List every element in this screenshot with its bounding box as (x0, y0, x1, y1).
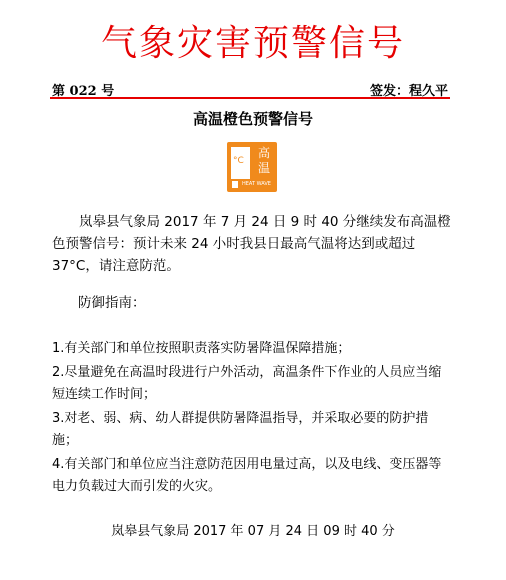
list-item: 2.尽量避免在高温时段进行户外活动，高温条件下作业的人员应当缩短连续工作时间； (52, 365, 442, 402)
guide-title: 防御指南： (78, 295, 146, 311)
list-item: 4.有关部门和单位应当注意防范因用电量过高，以及电线、变压器等电力负载过大而引发的火灾。 (52, 457, 442, 494)
signal-cn-label (255, 146, 273, 176)
signoff: 岚皋县气象局 2017 年 07 月 24 日 09 时 40 分 (111, 524, 395, 539)
list-item: 3.对老、弱、病、幼人群提供防暑降温指导，并采取必要的防护措施； (52, 411, 429, 448)
red-divider (50, 97, 450, 99)
list-item: 1.有关部门和单位按照职责落实防暑降温保障措施； (52, 341, 351, 356)
document-meta (52, 80, 448, 98)
issue-number: 第 022 号 (52, 84, 115, 99)
signal-en-label: HEAT WAVE (242, 181, 271, 187)
thermometer-icon (231, 147, 250, 179)
signal-cn-line2: 温 (257, 161, 270, 175)
guide-list (52, 338, 452, 500)
signal-cn-line1: 高 (257, 146, 270, 160)
thermo-unit: °C (233, 156, 244, 166)
page-title: 高温橙色预警信号 (192, 110, 313, 128)
signer: 签发：程久平 (369, 84, 448, 99)
warning-body: 岚皋县气象局 2017 年 7 月 24 日 9 时 40 分继续发布高温橙色预警信号：预计未来 24 小时我县日最高气温将达到或超过 37°C，请注意防范。 (52, 214, 451, 274)
banner-title: 气象灾害预警信号 (100, 23, 405, 64)
signal-mark (232, 181, 238, 188)
heat-warning-icon (227, 142, 277, 192)
